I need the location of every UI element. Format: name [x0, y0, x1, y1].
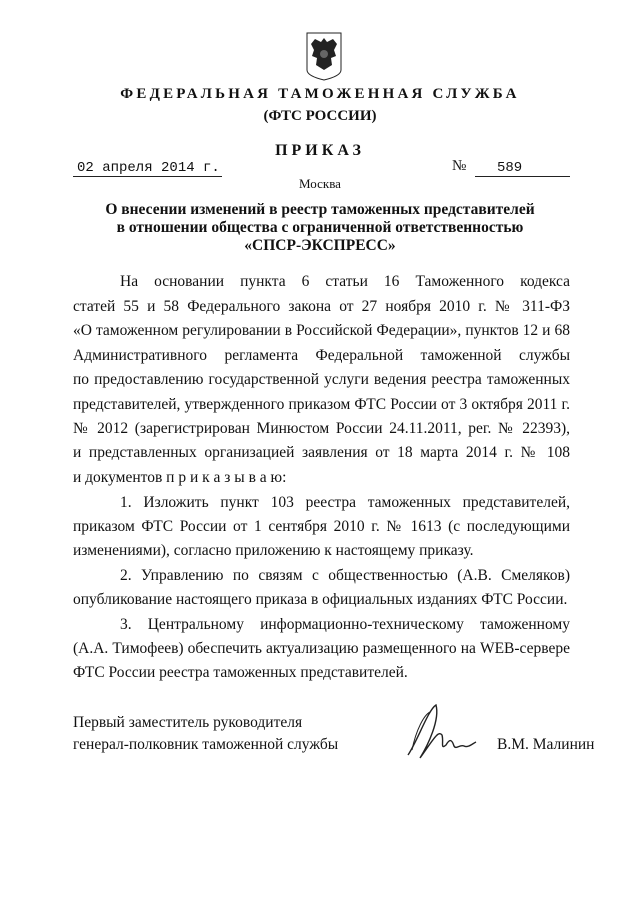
body-line: статей 55 и 58 Федерального закона от 27 ноября 2010 г. № 311-ФЗ — [73, 298, 570, 315]
order-number — [475, 160, 570, 177]
body-line: 2. Управлению по связям с общественностью (А.В. Смеляков) — [120, 567, 570, 584]
signatory-position-2: генерал-полковник таможенной службы — [73, 736, 339, 753]
subject-line-1: О внесении изменений в реестр таможенных представителей — [105, 201, 535, 218]
body-line: На основании пункта 6 статьи 16 Таможенного кодекса — [120, 273, 570, 290]
body-line: 1. Изложить пункт 103 реестра таможенных представителей, — [120, 494, 570, 511]
body-line: и документов п р и к а з ы в а ю: — [73, 469, 287, 486]
body-line: ФТС России реестра таможенных представителей. — [73, 664, 408, 681]
body-line: «О таможенном регулировании в Российской Федерации», пунктов 12 и 68 — [73, 322, 570, 339]
body-line: 3. Центральному информационно-техническому таможенному — [120, 616, 570, 633]
body-line: № 2012 (зарегистрирован Минюстом России 24.11.2011, рег. № 22393), — [73, 420, 570, 437]
subject-line-2: в отношении общества с ограниченной ответственностью — [116, 219, 524, 236]
coat-of-arms-emblem — [305, 30, 343, 87]
body-line: по предоставлению государственной услуги ведения реестра таможенных — [73, 371, 570, 388]
body-line: Административного регламента Федеральной таможенной службы — [73, 347, 570, 364]
body-line: опубликование настоящего приказа в официальных изданиях ФТС России. — [73, 591, 568, 608]
subject-line-3: «СПСР-ЭКСПРЕСС» — [244, 237, 396, 254]
order-date — [73, 160, 222, 177]
signatory-name: В.М. Малинин — [497, 736, 595, 753]
order-number-sign: № — [452, 158, 467, 174]
body-line: изменениями), согласно приложению к настоящему приказу. — [73, 542, 474, 559]
body-line: и представленных организацией заявления от 18 марта 2014 г. № 108 — [73, 444, 570, 461]
signatory-position-1: Первый заместитель руководителя — [73, 714, 303, 731]
agency-title: ФЕДЕРАЛЬНАЯ ТАМОЖЕННАЯ СЛУЖБА — [120, 86, 520, 102]
city: Москва — [299, 176, 341, 191]
order-date-value: 02 апреля 2014 г. — [77, 160, 220, 176]
order-number-value: 589 — [497, 160, 523, 176]
agency-short: (ФТС РОССИИ) — [263, 108, 377, 124]
body-line: представителей, утвержденного приказом ФТС России от 3 октября 2011 г. — [73, 396, 570, 413]
body-line: (А.А. Тимофеев) обеспечить актуализацию размещенного на WEB-сервере — [73, 640, 570, 657]
handwritten-signature — [398, 700, 478, 770]
body-line: приказом ФТС России от 1 сентября 2010 г. № 1613 (с последующими — [73, 518, 570, 535]
document-type: ПРИКАЗ — [275, 142, 365, 159]
